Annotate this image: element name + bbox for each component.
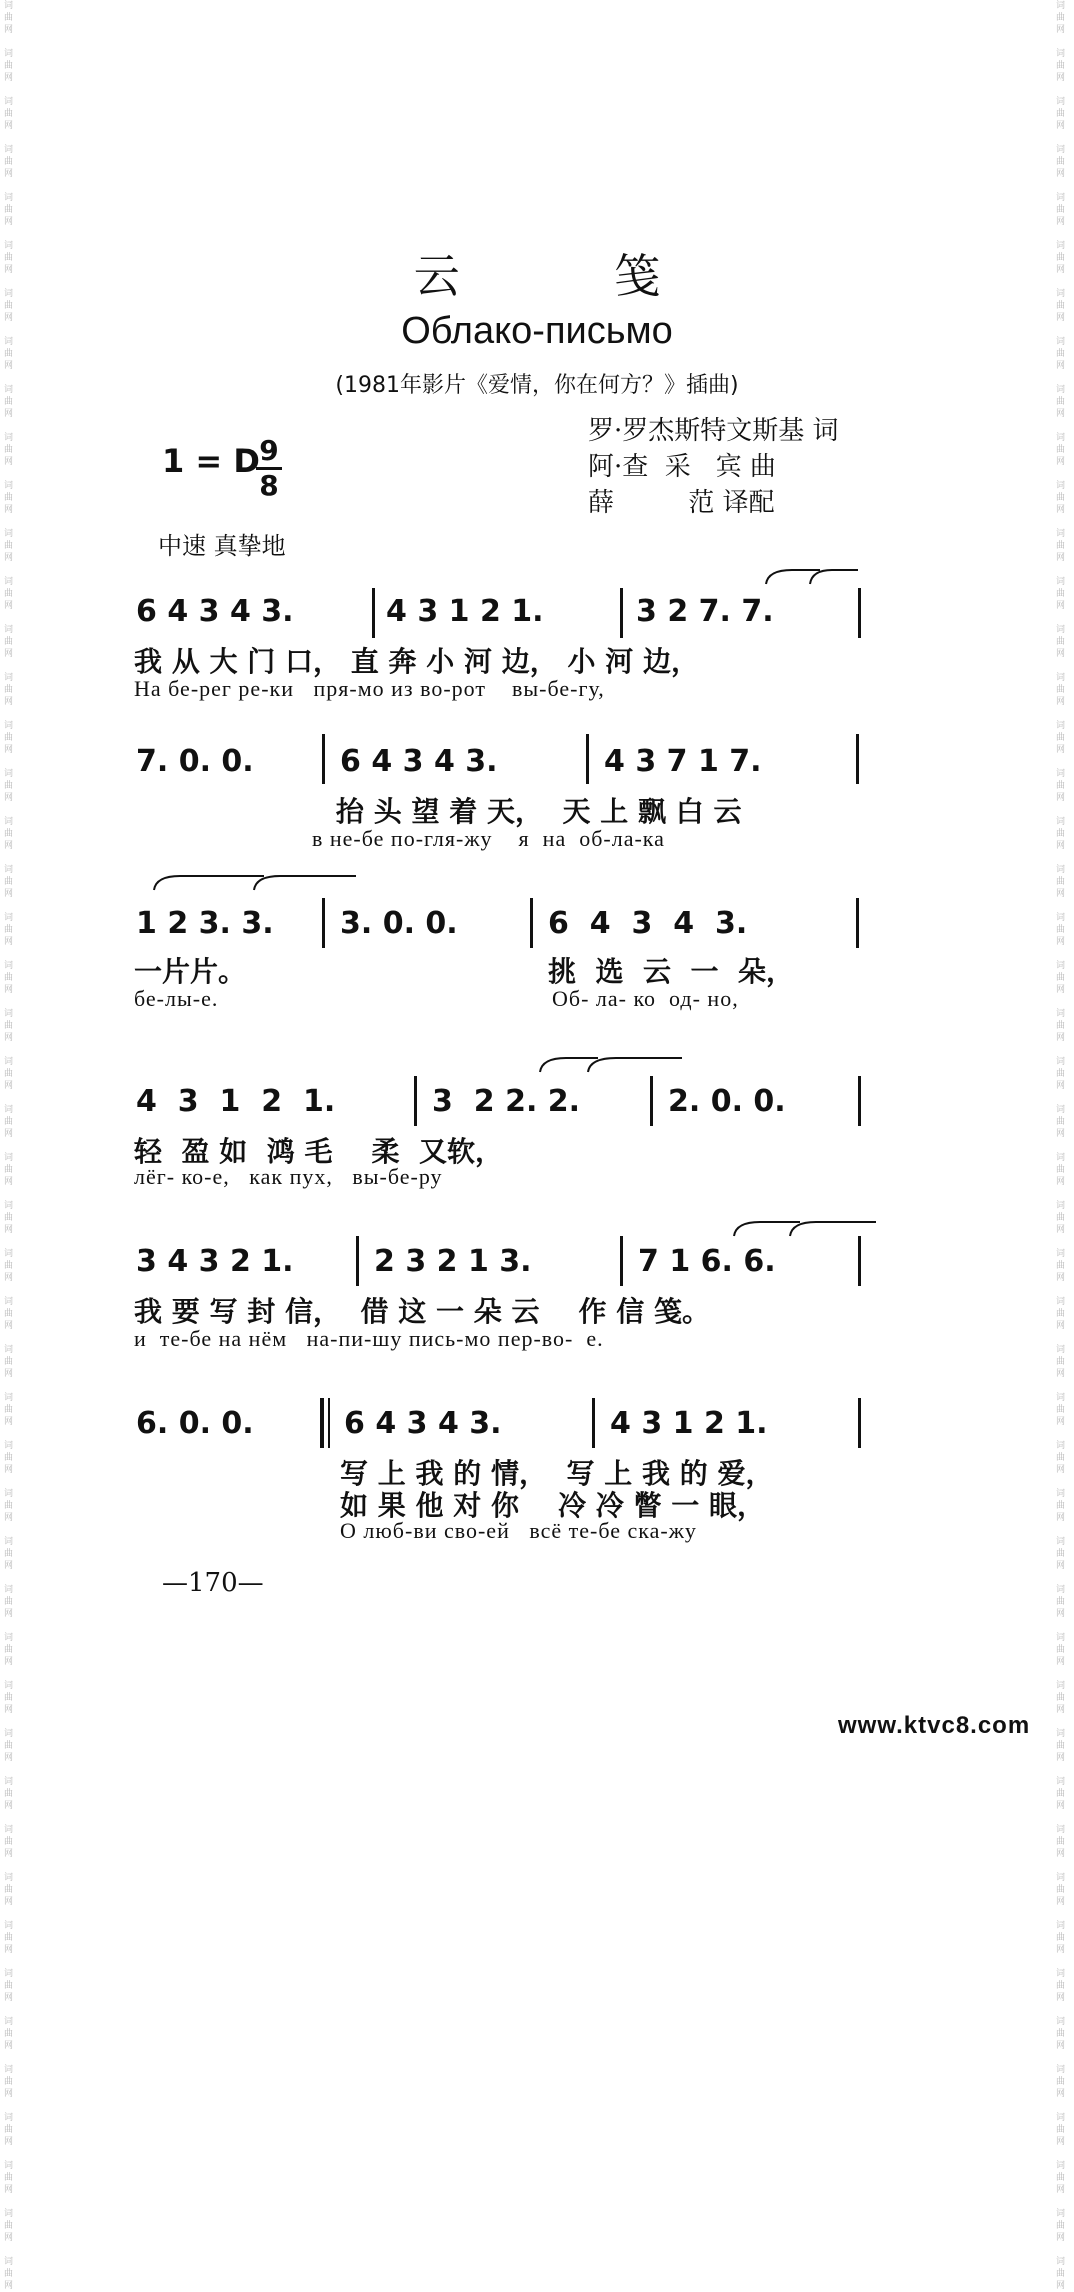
measure-notes: 4 3 7 1 7. (604, 744, 762, 779)
slur-mark (730, 1216, 880, 1240)
repeat-bar-line (320, 1398, 324, 1448)
lyric-russian: лёг- ко-е, как пух, вы-бе-ру (134, 1164, 443, 1189)
lyric-chinese: 抬 头 望 着 天， 天 上 飘 白 云 (336, 795, 742, 828)
time-signature-top: 9 (259, 434, 279, 467)
bar-line (414, 1076, 417, 1126)
measure-notes: 4 3 1 2 1. (136, 1084, 336, 1119)
bar-line (322, 734, 325, 784)
bar-line (620, 1236, 623, 1286)
lyric-russian: в не-бе по-гля-жу я на об-ла-ка (312, 826, 665, 851)
lyric-chinese: 轻 盈 如 鸿 毛 柔 又软， (134, 1135, 503, 1168)
tempo-marking: 中速 真挚地 (158, 532, 286, 560)
lyric-chinese: 我 要 写 封 信， 借 这 一 朵 云 作 信 笺。 (134, 1295, 710, 1328)
slur-mark (150, 870, 360, 894)
bar-line (858, 588, 861, 638)
lyric-chinese: 如 果 他 对 你 冷 冷 瞥 一 眼， (340, 1489, 765, 1522)
lyric-russian: О люб-ви сво-ей всё те-бе ска-жу (340, 1518, 697, 1543)
lyric-chinese: 一片片。 (134, 955, 247, 988)
lyric-chinese: 写 上 我 的 情， 写 上 我 的 爱， (340, 1457, 774, 1490)
lyric-russian: Об- ла- ко од- но, (552, 986, 739, 1011)
time-signature-bottom: 8 (259, 469, 279, 502)
bar-line (858, 1398, 861, 1448)
bar-line (858, 1236, 861, 1286)
bar-line (372, 588, 375, 638)
bar-line (530, 898, 533, 948)
measure-notes: 3. 0. 0. (340, 906, 458, 941)
lyric-russian: бе-лы-е. (134, 986, 219, 1011)
song-title-chinese: 云 笺 (413, 249, 731, 303)
bar-line (858, 1076, 861, 1126)
repeat-bar-line (328, 1398, 330, 1448)
left-watermark-strip: 词 曲 网 词 曲 网 词 曲 网 词 曲 网 词 曲 网 词 曲 网 词 曲 网 词 曲 网 词 曲 网 词 曲 网 词 曲 网 词 曲 网 词 曲 网 词 曲 网 词 曲 网 词 曲 网 词 曲 网 词 曲 网 词 曲 网 词 曲 网 词 曲 网 词 曲 网 词 曲 网 词 曲 网 词 曲 网 词 曲 网 词 曲 网 词 曲 网 词 曲 网 词 曲 网 词 曲 网 词 曲 网 词 曲 网 词 曲 网 词 曲 网 词 曲 网 词 曲 网 词 曲 网 词 曲 网 词 曲 网 词 曲 网 词 曲 网 词 曲 网 词 曲 网 词 曲 网 词 曲 网 词 曲 网 词 曲 网 (4, 1, 14, 2291)
bar-line (586, 734, 589, 784)
measure-notes: 4 3 1 2 1. (610, 1406, 768, 1441)
measure-notes: 6 4 3 4 3. (548, 906, 748, 941)
measure-notes: 6 4 3 4 3. (344, 1406, 502, 1441)
measure-notes: 6 4 3 4 3. (340, 744, 498, 779)
bar-line (356, 1236, 359, 1286)
bar-line (856, 734, 859, 784)
measure-notes: 7 1 6. 6. (638, 1244, 776, 1279)
website-watermark: www.ktvc8.com (838, 1712, 1031, 1739)
song-title-russian: Облако-письмо (401, 310, 673, 352)
measure-notes: 7. 0. 0. (136, 744, 254, 779)
slur-mark (536, 1052, 686, 1076)
measure-notes: 6 4 3 4 3. (136, 594, 294, 629)
lyric-chinese: 我 从 大 门 口， 直 奔 小 河 边， 小 河 边， (134, 645, 699, 678)
credit-translator: 薛 范 译配 (588, 488, 775, 518)
bar-line (856, 898, 859, 948)
lyric-chinese: 挑 选 云 一 朵， (548, 955, 794, 988)
bar-line (620, 588, 623, 638)
credit-lyricist: 罗·罗杰斯特文斯基 词 (588, 416, 839, 446)
song-subtitle: (1981年影片《爱情，你在何方？》插曲) (335, 373, 739, 398)
measure-notes: 4 3 1 2 1. (386, 594, 544, 629)
bar-line (650, 1076, 653, 1126)
slur-mark (762, 566, 862, 586)
measure-notes: 3 2 7. 7. (636, 594, 774, 629)
measure-notes: 1 2 3. 3. (136, 906, 274, 941)
right-watermark-strip: 词 曲 网 词 曲 网 词 曲 网 词 曲 网 词 曲 网 词 曲 网 词 曲 网 词 曲 网 词 曲 网 词 曲 网 词 曲 网 词 曲 网 词 曲 网 词 曲 网 词 曲 网 词 曲 网 词 曲 网 词 曲 网 词 曲 网 词 曲 网 词 曲 网 词 曲 网 词 曲 网 词 曲 网 词 曲 网 词 曲 网 词 曲 网 词 曲 网 词 曲 网 词 曲 网 词 曲 网 词 曲 网 词 曲 网 词 曲 网 词 曲 网 词 曲 网 词 曲 网 词 曲 网 词 曲 网 词 曲 网 词 曲 网 词 曲 网 词 曲 网 词 曲 网 词 曲 网 词 曲 网 词 曲 网 词 曲 网 (1056, 1, 1066, 2291)
lyric-russian: и те-бе на нём на-пи-шу пись-мо пер-во- е. (134, 1326, 604, 1351)
measure-notes: 3 4 3 2 1. (136, 1244, 294, 1279)
measure-notes: 3 2 2. 2. (432, 1084, 581, 1119)
key-signature: 1 = D (162, 442, 260, 480)
measure-notes: 6. 0. 0. (136, 1406, 254, 1441)
lyric-russian: На бе-рег ре-ки пря-мо из во-рот вы-бе-гу, (134, 676, 605, 701)
page-number: —170— (162, 1568, 264, 1598)
bar-line (322, 898, 325, 948)
time-signature (254, 436, 284, 501)
bar-line (592, 1398, 595, 1448)
measure-notes: 2. 0. 0. (668, 1084, 786, 1119)
measure-notes: 2 3 2 1 3. (374, 1244, 532, 1279)
credit-composer: 阿·查 采 宾 曲 (588, 452, 776, 482)
